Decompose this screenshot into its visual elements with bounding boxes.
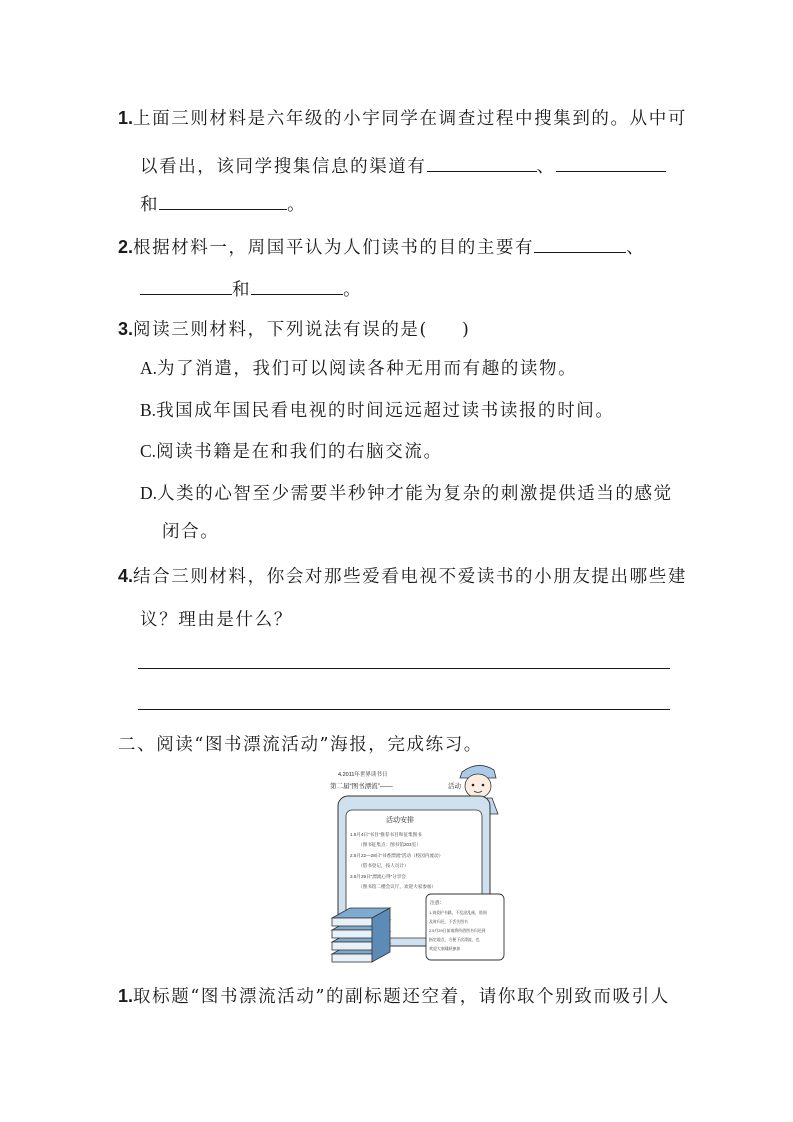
q2-blank-3[interactable]: [251, 280, 343, 295]
poster-title: 第二届“图书漂流”——: [330, 783, 393, 790]
q3-option-a-text: 为了消遣，我们可以阅读各种无用而有趣的读物。: [157, 359, 578, 379]
s2-q1-number: 1.: [118, 986, 134, 1006]
q1-text: 上面三则材料是六年级的小宇同学在调查过程中搜集到的。从中可: [133, 109, 687, 129]
q2-text: 根据材料一，周国平认为人们读书的目的主要有: [133, 238, 535, 258]
q1-line1: [118, 105, 687, 130]
q3-number: 3.: [118, 319, 134, 339]
q3-option-a-letter: A.: [140, 358, 158, 378]
q1-end: 。: [287, 195, 307, 215]
q3-option-d-letter: D.: [140, 483, 158, 503]
q4-text: 结合三则材料，你会对那些爱看电视不爱读书的小朋友提出哪些建: [133, 567, 687, 587]
s2-q1-line1: [118, 983, 670, 1008]
poster-note-heading: 注意：: [430, 901, 445, 906]
q2-line2: [140, 276, 362, 301]
q3-option-b-letter: B.: [140, 400, 157, 420]
q3-stem-line: [118, 316, 470, 341]
q1-and: 和: [140, 195, 160, 215]
poster-note-1: 1.请爱护书籍，不乱涂乱画，借阅: [429, 910, 487, 915]
book-drifting-poster: [328, 758, 508, 966]
q3-option-a: [140, 355, 577, 380]
q1-blank-2[interactable]: [556, 157, 666, 172]
q4-number: 4.: [118, 566, 134, 586]
poster-note-4: 指定地点，方便下次漂流，也: [429, 937, 480, 942]
q3-option-d-continued: [162, 518, 219, 543]
q3-option-d-text: 人类的心智至少需要半秒钟才能为复杂的刺激提供适当的感觉: [157, 484, 673, 504]
q3-option-c: [140, 438, 443, 463]
q2-and: 和: [232, 280, 252, 300]
poster-note-2: 及时归还，不丢失图书: [429, 919, 468, 924]
q3-option-c-letter: C.: [140, 441, 157, 461]
poster-note-3: 2.5月29日前请将所借图书归还到: [429, 928, 486, 933]
poster-line-2: （图书征集点：图书馆203室）: [358, 842, 421, 847]
q1-blank-3[interactable]: [159, 195, 287, 210]
q2-blank-2[interactable]: [140, 280, 232, 295]
poster-title-blank: 活动: [448, 783, 461, 790]
q3-option-d: [140, 480, 673, 505]
section2-heading: [118, 731, 483, 756]
s2-q1-text: 取标题“图书漂流活动”的副标题还空着，请你取个别致而吸引人: [133, 987, 670, 1007]
q4-text-line2: 议？理由是什么？: [140, 610, 293, 630]
poster-line-5: 3.5月29日“漂流心得”分享会: [350, 874, 406, 879]
poster-line-4: （借书登记，按人员计）: [358, 863, 409, 868]
q1-text-line2: 以看出，该同学搜集信息的渠道有: [140, 157, 427, 177]
q2-end: 。: [343, 280, 363, 300]
q2-blank-1[interactable]: [534, 238, 626, 253]
poster-note-5: 欢迎大家踊跃参加: [429, 946, 461, 951]
q1-separator: 、: [536, 157, 556, 177]
q4-line1: [118, 563, 687, 588]
q1-line3: [140, 191, 306, 216]
poster-line-1: 1.5月4日“书目”推荐书目和征集图书: [350, 832, 422, 837]
q2-line1: [118, 234, 645, 259]
q2-separator: 、: [626, 238, 646, 258]
q3-option-b-text: 我国成年国民看电视的时间远远超过读书读报的时间。: [156, 401, 615, 421]
poster-line-6: （图书馆二楼会议厅，欢迎大家参加）: [358, 884, 437, 889]
q4-answer-line-1[interactable]: [138, 668, 670, 669]
q1-number: 1.: [118, 108, 134, 128]
poster-box-heading: 活动安排: [386, 817, 414, 824]
poster-line-3: 2.5月22—28日“书香漂流”活动（校园内流动）: [350, 853, 444, 858]
q2-number: 2.: [118, 237, 134, 257]
q3-paren-close: ): [461, 320, 471, 340]
q3-stem: 阅读三则材料，下列说法有误的是(: [133, 320, 428, 340]
q3-option-d-text-cont: 闭合。: [162, 522, 220, 542]
poster-top-small: 4.2011年世界读书日: [338, 772, 388, 778]
q1-blank-1[interactable]: [427, 157, 537, 172]
q4-answer-line-2[interactable]: [138, 709, 670, 710]
section2-heading-text: 二、阅读“图书漂流活动”海报，完成练习。: [118, 735, 483, 755]
q3-option-b: [140, 397, 614, 422]
q4-line2: [140, 606, 293, 631]
book-stack-icon: [332, 908, 390, 962]
q3-option-c-text: 阅读书籍是在和我们的右脑交流。: [156, 442, 443, 462]
q1-line2: [140, 153, 666, 178]
